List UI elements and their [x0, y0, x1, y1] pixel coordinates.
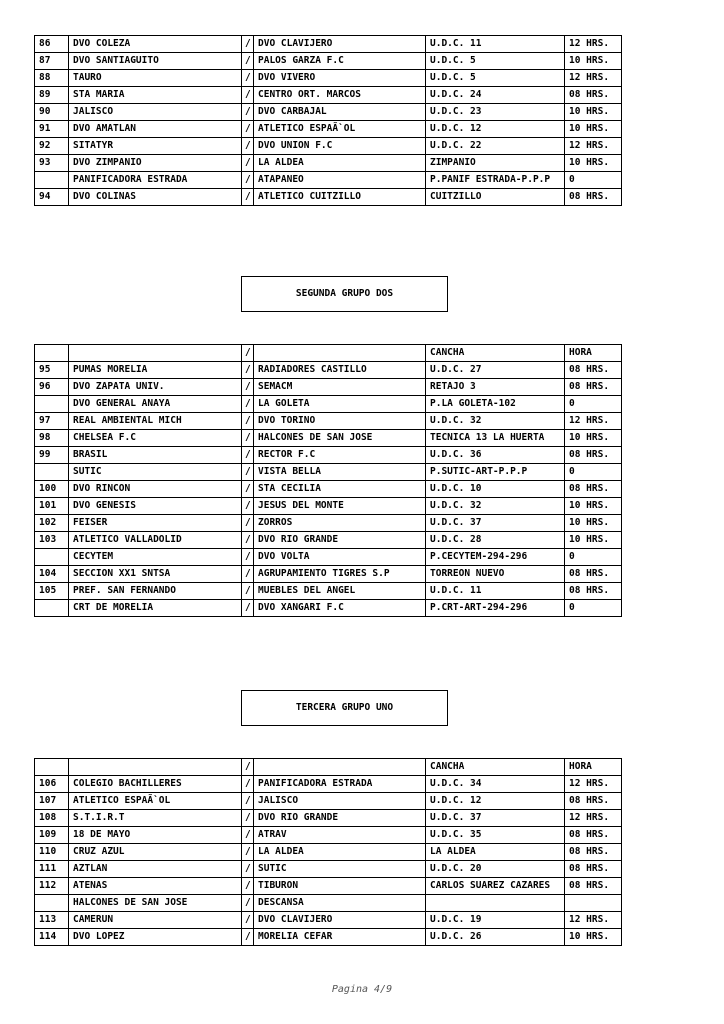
- table-row-away-team: DVO VOLTA: [254, 549, 426, 566]
- table-header-row-away-team: [254, 345, 426, 362]
- table-row-home-team: DVO LOPEZ: [69, 929, 242, 946]
- table-row: [35, 189, 622, 206]
- table-row-match-number: 93: [35, 155, 69, 172]
- table-row-home-team: DVO RINCON: [69, 481, 242, 498]
- table-row: [35, 861, 622, 878]
- table-row-home-team: DVO ZAPATA UNIV.: [69, 379, 242, 396]
- table-row: [35, 827, 622, 844]
- table-row-field: U.D.C. 36: [426, 447, 565, 464]
- table-row-away-team: DVO RIO GRANDE: [254, 810, 426, 827]
- table-row-separator: /: [242, 481, 254, 498]
- table-row-separator: /: [242, 776, 254, 793]
- table-row: [35, 600, 622, 617]
- table-header-row: [35, 345, 622, 362]
- table-row: [35, 413, 622, 430]
- table-row-time: 10 HRS.: [565, 121, 622, 138]
- table-row-match-number: 91: [35, 121, 69, 138]
- table-row: [35, 138, 622, 155]
- table-row-away-team: ATRAV: [254, 827, 426, 844]
- table-row-time: 0: [565, 172, 622, 189]
- table-row-time: 10 HRS.: [565, 430, 622, 447]
- table-row-match-number: 106: [35, 776, 69, 793]
- table-row-match-number: 99: [35, 447, 69, 464]
- table-header-row-field: CANCHA: [426, 345, 565, 362]
- table-row-separator: /: [242, 70, 254, 87]
- table-row-field: U.D.C. 11: [426, 583, 565, 600]
- table-row-match-number: 111: [35, 861, 69, 878]
- table-row-away-team: ZORROS: [254, 515, 426, 532]
- table-row: [35, 87, 622, 104]
- table-row-separator: /: [242, 827, 254, 844]
- table-row-match-number: [35, 396, 69, 413]
- table-row-home-team: AZTLAN: [69, 861, 242, 878]
- table-row-field: TORREON NUEVO: [426, 566, 565, 583]
- table-row-match-number: 110: [35, 844, 69, 861]
- table-row-away-team: RECTOR F.C: [254, 447, 426, 464]
- table-header-row-time: HORA: [565, 759, 622, 776]
- table-row-away-team: ATLETICO ESPAÃ`OL: [254, 121, 426, 138]
- table-row-field: CARLOS SUAREZ CAZARES: [426, 878, 565, 895]
- table-row-time: 08 HRS.: [565, 87, 622, 104]
- table-row-away-team: LA GOLETA: [254, 396, 426, 413]
- table-row-match-number: 96: [35, 379, 69, 396]
- table-row: [35, 566, 622, 583]
- table-row-time: 0: [565, 600, 622, 617]
- table-row-time: 12 HRS.: [565, 810, 622, 827]
- table-row: [35, 810, 622, 827]
- table-row-separator: /: [242, 549, 254, 566]
- table-row-match-number: [35, 895, 69, 912]
- table-row-away-team: ATLETICO CUITZILLO: [254, 189, 426, 206]
- table-row-time: [565, 895, 622, 912]
- table-row-field: U.D.C. 37: [426, 810, 565, 827]
- table-row-home-team: S.T.I.R.T: [69, 810, 242, 827]
- table-row: [35, 53, 622, 70]
- table-row-time: 10 HRS.: [565, 104, 622, 121]
- table-row-field: RETAJO 3: [426, 379, 565, 396]
- table-row-match-number: 90: [35, 104, 69, 121]
- table-row-time: 08 HRS.: [565, 379, 622, 396]
- table-row-time: 08 HRS.: [565, 827, 622, 844]
- table-row: [35, 36, 622, 53]
- table-row-home-team: DVO AMATLAN: [69, 121, 242, 138]
- table-row-match-number: 100: [35, 481, 69, 498]
- table-row-home-team: HALCONES DE SAN JOSE: [69, 895, 242, 912]
- table-row-home-team: DVO GENERAL ANAYA: [69, 396, 242, 413]
- table-row-separator: /: [242, 464, 254, 481]
- table-row-home-team: REAL AMBIENTAL MICH: [69, 413, 242, 430]
- table-row-separator: /: [242, 895, 254, 912]
- table-row-time: 12 HRS.: [565, 413, 622, 430]
- table-row: [35, 362, 622, 379]
- table-row-match-number: [35, 464, 69, 481]
- table-row-separator: /: [242, 810, 254, 827]
- table-row-match-number: 112: [35, 878, 69, 895]
- table-row: [35, 155, 622, 172]
- table-row-away-team: MUEBLES DEL ANGEL: [254, 583, 426, 600]
- table-row: [35, 172, 622, 189]
- table-row-field: U.D.C. 35: [426, 827, 565, 844]
- table-row: [35, 379, 622, 396]
- table-row-time: 08 HRS.: [565, 189, 622, 206]
- table-row-home-team: CHELSEA F.C: [69, 430, 242, 447]
- table-row-away-team: LA ALDEA: [254, 155, 426, 172]
- table-row-separator: /: [242, 362, 254, 379]
- table-row-home-team: CECYTEM: [69, 549, 242, 566]
- matches-table-1: [34, 35, 622, 206]
- table-row-match-number: 107: [35, 793, 69, 810]
- table-row: [35, 498, 622, 515]
- table-row-separator: /: [242, 155, 254, 172]
- table-row-away-team: AGRUPAMIENTO TIGRES S.P: [254, 566, 426, 583]
- table-row: [35, 464, 622, 481]
- table-row-home-team: 18 DE MAYO: [69, 827, 242, 844]
- table-row-home-team: ATENAS: [69, 878, 242, 895]
- table-row-match-number: 95: [35, 362, 69, 379]
- table-row-separator: /: [242, 138, 254, 155]
- table-row: [35, 912, 622, 929]
- table-row-match-number: 102: [35, 515, 69, 532]
- table-header-row: [35, 759, 622, 776]
- table-row-field: U.D.C. 26: [426, 929, 565, 946]
- table-row-field: P.CECYTEM-294-296: [426, 549, 565, 566]
- table-row-separator: /: [242, 566, 254, 583]
- table-row-home-team: TAURO: [69, 70, 242, 87]
- table-row-field: U.D.C. 27: [426, 362, 565, 379]
- table-row-time: 10 HRS.: [565, 498, 622, 515]
- table-row-time: 08 HRS.: [565, 447, 622, 464]
- table-row-home-team: CRT DE MORELIA: [69, 600, 242, 617]
- table-row-separator: /: [242, 430, 254, 447]
- table-row-away-team: SEMACM: [254, 379, 426, 396]
- table-row-match-number: 92: [35, 138, 69, 155]
- table-row-separator: /: [242, 498, 254, 515]
- group-title-segunda-grupo-dos: SEGUNDA GRUPO DOS: [241, 276, 448, 312]
- table-row-time: 10 HRS.: [565, 53, 622, 70]
- table-row-home-team: DVO COLEZA: [69, 36, 242, 53]
- table-row-away-team: PALOS GARZA F.C: [254, 53, 426, 70]
- page-footer: Pagina 4/9: [331, 984, 393, 995]
- table-row-away-team: DVO XANGARI F.C: [254, 600, 426, 617]
- table-row: [35, 481, 622, 498]
- table-row-match-number: 89: [35, 87, 69, 104]
- table-row-away-team: PANIFICADORA ESTRADA: [254, 776, 426, 793]
- table-row-field: U.D.C. 5: [426, 70, 565, 87]
- table-row-time: 0: [565, 464, 622, 481]
- table-row-home-team: SUTIC: [69, 464, 242, 481]
- table-row-separator: /: [242, 53, 254, 70]
- table-row-separator: /: [242, 861, 254, 878]
- matches-table-3: [34, 758, 622, 946]
- table-row-match-number: 114: [35, 929, 69, 946]
- table-row-field: TECNICA 13 LA HUERTA: [426, 430, 565, 447]
- table-row-field: U.D.C. 37: [426, 515, 565, 532]
- group-title-tercera-grupo-uno: TERCERA GRUPO UNO: [241, 690, 448, 726]
- table-row-home-team: BRASIL: [69, 447, 242, 464]
- table-row-field: U.D.C. 20: [426, 861, 565, 878]
- table-row-home-team: ATLETICO ESPAÃ`OL: [69, 793, 242, 810]
- table-row-field: U.D.C. 22: [426, 138, 565, 155]
- table-row-field: U.D.C. 34: [426, 776, 565, 793]
- table-row-away-team: DVO TORINO: [254, 413, 426, 430]
- table-row-separator: /: [242, 793, 254, 810]
- table-row-away-team: MORELIA CEFAR: [254, 929, 426, 946]
- table-row-home-team: SECCION XX1 SNTSA: [69, 566, 242, 583]
- table-row-field: U.D.C. 12: [426, 793, 565, 810]
- table-row-time: 12 HRS.: [565, 36, 622, 53]
- table-row-separator: /: [242, 172, 254, 189]
- table-row-home-team: SITATYR: [69, 138, 242, 155]
- table-row-field: U.D.C. 12: [426, 121, 565, 138]
- table-row-match-number: 86: [35, 36, 69, 53]
- table-row-home-team: PREF. SAN FERNANDO: [69, 583, 242, 600]
- table-row-time: 08 HRS.: [565, 878, 622, 895]
- table-row-field: U.D.C. 28: [426, 532, 565, 549]
- table-row-home-team: PUMAS MORELIA: [69, 362, 242, 379]
- table-row-time: 12 HRS.: [565, 70, 622, 87]
- table-row-match-number: 94: [35, 189, 69, 206]
- table-row-match-number: 97: [35, 413, 69, 430]
- table-row-field: P.LA GOLETA-102: [426, 396, 565, 413]
- table-row-field: U.D.C. 5: [426, 53, 565, 70]
- table-row-away-team: HALCONES DE SAN JOSE: [254, 430, 426, 447]
- table-row-time: 08 HRS.: [565, 362, 622, 379]
- table-row-home-team: DVO ZIMPANIO: [69, 155, 242, 172]
- table-row-field: U.D.C. 10: [426, 481, 565, 498]
- table-row-field: P.SUTIC-ART-P.P.P: [426, 464, 565, 481]
- table-row-separator: /: [242, 36, 254, 53]
- table-row-match-number: [35, 172, 69, 189]
- table-row-home-team: DVO COLINAS: [69, 189, 242, 206]
- table-row-field: CUITZILLO: [426, 189, 565, 206]
- table-row: [35, 430, 622, 447]
- table-header-row-match-number: [35, 345, 69, 362]
- table-row-match-number: [35, 600, 69, 617]
- table-row-away-team: VISTA BELLA: [254, 464, 426, 481]
- table-row-away-team: STA CECILIA: [254, 481, 426, 498]
- table-row: [35, 878, 622, 895]
- table-header-row-home-team: [69, 345, 242, 362]
- table-header-row-match-number: [35, 759, 69, 776]
- table-row: [35, 447, 622, 464]
- table-row-match-number: 104: [35, 566, 69, 583]
- table-row-separator: /: [242, 583, 254, 600]
- table-header-row-separator: /: [242, 345, 254, 362]
- table-row-field: U.D.C. 24: [426, 87, 565, 104]
- table-row-separator: /: [242, 912, 254, 929]
- table-row-time: 10 HRS.: [565, 532, 622, 549]
- table-row-away-team: SUTIC: [254, 861, 426, 878]
- table-header-row-away-team: [254, 759, 426, 776]
- table-row: [35, 549, 622, 566]
- table-row-field: U.D.C. 19: [426, 912, 565, 929]
- table-row-field: ZIMPANIO: [426, 155, 565, 172]
- table-row-match-number: 98: [35, 430, 69, 447]
- table-row-home-team: CAMERUN: [69, 912, 242, 929]
- table-row-home-team: PANIFICADORA ESTRADA: [69, 172, 242, 189]
- matches-table-2: [34, 344, 622, 617]
- table-row-separator: /: [242, 413, 254, 430]
- table-row-away-team: CENTRO ORT. MARCOS: [254, 87, 426, 104]
- table-row-separator: /: [242, 929, 254, 946]
- table-row-time: 08 HRS.: [565, 844, 622, 861]
- table-row-field: U.D.C. 32: [426, 413, 565, 430]
- table-row: [35, 515, 622, 532]
- table-row: [35, 844, 622, 861]
- table-row-time: 08 HRS.: [565, 583, 622, 600]
- table-row-home-team: ATLETICO VALLADOLID: [69, 532, 242, 549]
- table-row-away-team: DVO CLAVIJERO: [254, 36, 426, 53]
- table-row-field: U.D.C. 23: [426, 104, 565, 121]
- table-row-time: 10 HRS.: [565, 929, 622, 946]
- table-row: [35, 396, 622, 413]
- table-row-match-number: [35, 549, 69, 566]
- table-row-separator: /: [242, 844, 254, 861]
- table-row-away-team: DVO CLAVIJERO: [254, 912, 426, 929]
- table-row-separator: /: [242, 878, 254, 895]
- table-row-away-team: DVO UNION F.C: [254, 138, 426, 155]
- table-row-field: U.D.C. 32: [426, 498, 565, 515]
- table-row-separator: /: [242, 87, 254, 104]
- table-row-time: 08 HRS.: [565, 861, 622, 878]
- table-row-time: 12 HRS.: [565, 138, 622, 155]
- table-row: [35, 532, 622, 549]
- table-row-home-team: DVO GENESIS: [69, 498, 242, 515]
- table-row-match-number: 109: [35, 827, 69, 844]
- table-row-away-team: RADIADORES CASTILLO: [254, 362, 426, 379]
- table-row-separator: /: [242, 532, 254, 549]
- table-row-home-team: JALISCO: [69, 104, 242, 121]
- table-row: [35, 121, 622, 138]
- table-row: [35, 583, 622, 600]
- table-row-field: LA ALDEA: [426, 844, 565, 861]
- table-row-match-number: 105: [35, 583, 69, 600]
- table-header-row-separator: /: [242, 759, 254, 776]
- table-row-away-team: LA ALDEA: [254, 844, 426, 861]
- table-row-separator: /: [242, 515, 254, 532]
- table-row-field: P.PANIF ESTRADA-P.P.P: [426, 172, 565, 189]
- table-row-time: 12 HRS.: [565, 776, 622, 793]
- table-row: [35, 70, 622, 87]
- table-row-separator: /: [242, 396, 254, 413]
- table-row-separator: /: [242, 189, 254, 206]
- table-row-home-team: COLEGIO BACHILLERES: [69, 776, 242, 793]
- table-row-time: 0: [565, 549, 622, 566]
- table-row-time: 08 HRS.: [565, 566, 622, 583]
- table-row-time: 10 HRS.: [565, 155, 622, 172]
- table-row: [35, 104, 622, 121]
- table-row: [35, 895, 622, 912]
- table-header-row-home-team: [69, 759, 242, 776]
- table-row-away-team: DVO VIVERO: [254, 70, 426, 87]
- table-header-row-field: CANCHA: [426, 759, 565, 776]
- table-row-home-team: CRUZ AZUL: [69, 844, 242, 861]
- table-row-away-team: JALISCO: [254, 793, 426, 810]
- table-row-away-team: TIBURON: [254, 878, 426, 895]
- table-row-separator: /: [242, 104, 254, 121]
- table-row-field: P.CRT-ART-294-296: [426, 600, 565, 617]
- table-row-away-team: DVO RIO GRANDE: [254, 532, 426, 549]
- table-row-match-number: 103: [35, 532, 69, 549]
- table-row: [35, 776, 622, 793]
- table-row-match-number: 108: [35, 810, 69, 827]
- table-row-separator: /: [242, 121, 254, 138]
- table-row-home-team: FEISER: [69, 515, 242, 532]
- table-row-separator: /: [242, 447, 254, 464]
- table-row-field: U.D.C. 11: [426, 36, 565, 53]
- table-row-away-team: DESCANSA: [254, 895, 426, 912]
- table-row-separator: /: [242, 600, 254, 617]
- table-row-away-team: ATAPANEO: [254, 172, 426, 189]
- table-row-home-team: STA MARIA: [69, 87, 242, 104]
- table-row-away-team: JESUS DEL MONTE: [254, 498, 426, 515]
- table-row-away-team: DVO CARBAJAL: [254, 104, 426, 121]
- table-row-time: 12 HRS.: [565, 912, 622, 929]
- table-row-time: 08 HRS.: [565, 793, 622, 810]
- table-row: [35, 793, 622, 810]
- table-row: [35, 929, 622, 946]
- table-row-separator: /: [242, 379, 254, 396]
- table-row-time: 10 HRS.: [565, 515, 622, 532]
- table-row-home-team: DVO SANTIAGUITO: [69, 53, 242, 70]
- table-row-match-number: 113: [35, 912, 69, 929]
- table-header-row-time: HORA: [565, 345, 622, 362]
- table-row-time: 08 HRS.: [565, 481, 622, 498]
- table-row-match-number: 101: [35, 498, 69, 515]
- table-row-match-number: 87: [35, 53, 69, 70]
- table-row-time: 0: [565, 396, 622, 413]
- table-row-field: [426, 895, 565, 912]
- table-row-match-number: 88: [35, 70, 69, 87]
